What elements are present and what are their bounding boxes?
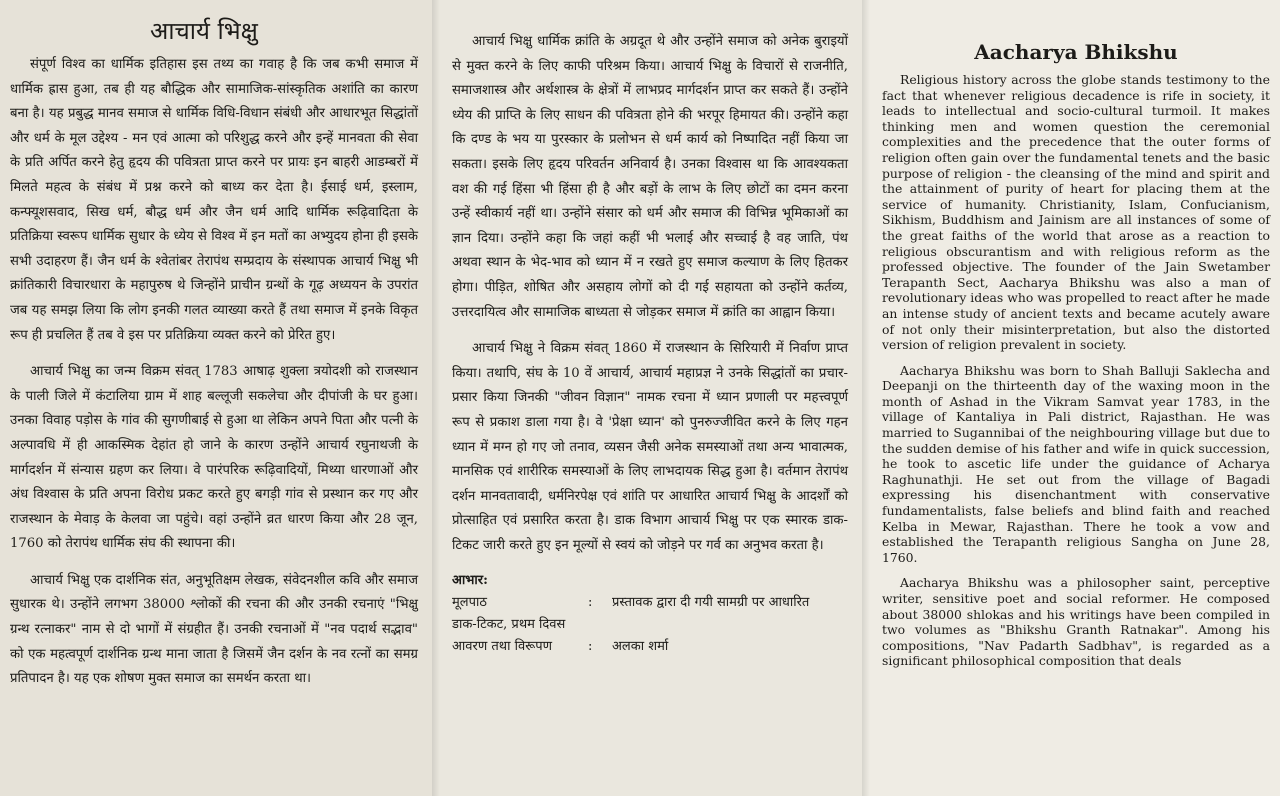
hindi-paragraph-4: आचार्य भिक्षु धार्मिक क्रांति के अग्रदूत थे और उन्होंने समाज को अनेक बुराइयों से मुक्त करने के लिए काफी परिश्रम किया। आचार्य भिक्षु के विचारों से राजनीति, समाजशास्त्र और अर्थशास्त्र के क्षेत्रों में लाभप्रद मार्गदर्शन प्राप्त कर सकते हैं। उन्होंने ध्येय की प्राप्ति के लिए साधन की पवित्रता होने की भरपूर हिमायत की। उन्होंने कहा कि दण्ड के भय या पुरस्कार के प्रलोभन से धर्म कार्य को निष्पादित नहीं किया जा सकता। इसके लिए हृदय परिवर्तन अनिवार्य है। उनका विश्वास था कि आवश्यकता वश की गई हिंसा भी हिंसा ही है और बड़ों के लाभ के लिए छोटों का दमन करना उन्हें स्वीकार्य नहीं था। उन्होंने संसार को धर्म और समाज की विभिन्न भूमिकाओं का ज्ञान दिया। उन्होंने कहा कि जहां कहीं भी भलाई और सच्चाई है वह जाति, पंथ अथवा स्थान के भेद-भाव को ध्यान में न रखते हुए समाज कल्याण के लिए हितकर होगा। पीड़ित, शोषित और असहाय लोगों को दी गई सहायता को उन्होंने कर्तव्य, उत्तरदायित्व और सामाजिक बाध्यता से जोड़कर समाज में क्रांति का आह्वान किया। [452,34,848,320]
hindi-panel-left [0,0,432,796]
credit-separator [588,614,612,636]
credit-label: आवरण तथा विरूपण [452,639,553,655]
credit-separator: : [588,595,593,611]
english-paragraph-2: Aacharya Bhikshu was born to Shah Balluji Saklecha and Deepanji on the thirteenth day of the waxing moon in the month of Ashad in the Vikram Samvat year 1783, in the village of Kantaliya in Pali district, Rajasthan. He was married to Sugannibai of the neighbouring village but due to the sudden demise of his father and wife in quick succession, he took to ascetic life under the guidance of Acharya Raghunathji. He set out from the village of Bagadi expressing his disenchantment with conservative fundamentalists, false beliefs and blind faith and reached Kelba in Mewar, Rajasthan. There he took a vow and established the Terapanth religious Sangha on June 28, 1760. [882,362,1270,565]
credit-label: मूलपाठ [452,595,487,611]
credit-value: प्रस्तावक द्वारा दी गयी सामग्री पर आधारित [612,595,810,611]
credits-heading: आभार: [452,573,488,589]
english-title: Aacharya Bhikshu [974,40,1178,64]
fold-shadow [432,0,440,796]
fold-shadow [862,0,870,796]
hindi-paragraph-5: आचार्य भिक्षु ने विक्रम संवत् 1860 में राजस्थान के सिरियारी में निर्वाण प्राप्त किया। तथापि, संघ के 10 वें आचार्य, आचार्य महाप्रज्ञ ने उनके सिद्धांतों का प्रचार-प्रसार किया जिनकी "जीवन विज्ञान" नामक रचना में ध्यान प्रणाली पर महत्त्वपूर्ण रूप से प्रकाश डाला गया है। वे 'प्रेक्षा ध्यान' को पुनरुज्जीवित करने के लिए गहन ध्यान में मग्न हो गए जो तनाव, व्यसन जैसी अनेक समस्याओं तथा अन्य भावात्मक, मानसिक एवं शारीरिक समस्याओं के लिए लाभदायक सिद्ध हुआ है। वर्तमान तेरापंथ दर्शन मानवतावादी, धर्मनिरपेक्ष एवं शांति पर आधारित आचार्य भिक्षु के आदर्शों को प्रोत्साहित एवं प्रसारित करता है। डाक विभाग आचार्य भिक्षु पर एक स्मारक डाक-टिकट जारी करते हुए इन मूल्यों से स्वयं को जोड़ने पर गर्व का अनुभव करता है। [452,341,848,553]
hindi-paragraph-3: आचार्य भिक्षु एक दार्शनिक संत, अनुभूतिक्षम लेखक, संवेदनशील कवि और समाज सुधारक थे। उन्होंने लगभग 38000 श्लोकों की रचना की और उनकी रचनाएं "भिक्षु ग्रन्थ रत्नाकर" नाम से दो भागों में संग्रहीत हैं। उनकी रचनाओं में "नव पदार्थ सद्भाव" को एक महत्वपूर्ण दार्शनिक ग्रन्थ माना जाता है जिसमें जैन दर्शन के नव रत्नों का समग्र प्रतिपादन है। यह एक शोषण मुक्त समाज का समर्थन करता था। [10,572,418,687]
credits-section [452,570,848,658]
credit-row [452,636,848,658]
hindi-paragraph-1: संपूर्ण विश्व का धार्मिक इतिहास इस तथ्य का गवाह है कि जब कभी समाज में धार्मिक ह्रास हुआ, तब ही यह बौद्धिक और सामाजिक-सांस्कृतिक अशांति का कारण बना है। यह प्रबुद्ध मानव समाज से धार्मिक विधि-विधान संबंधी और आधारभूत सिद्धांतों और धर्म के मूल उद्देश्य - मन एवं आत्मा को परिशुद्ध करने और इन्हें मानवता की सेवा के प्रति अर्पित करने हेतु हृदय की पवित्रता प्राप्त करने पर प्रायः इन बाहरी आडम्बरों में मिलते महत्व के संबंध में प्रश्न करने को बाध्य कर देता है। ईसाई धर्म, इस्लाम, कन्फ्यूशसवाद, सिख धर्म, बौद्ध धर्म और जैन धर्म आदि धार्मिक रूढ़िवादिता के प्रतिक्रिया स्वरूप धार्मिक सुधार के ध्येय से विश्व में इन मतों का अभ्युदय होना ही इसके सभी उदाहरण हैं। जैन धर्म के श्वेतांबर तेरापंथ सम्प्रदाय के संस्थापक आचार्य भिक्षु भी क्रांतिकारी विचारधारा के महापुरुष थे जिन्होंने प्राचीन ग्रन्थों के गूढ़ अध्ययन के उपरांत जब यह समझ लिया कि लोग इनकी गलत व्याख्या करते हैं तथा समाज में इनके विकृत रूप ही प्रचलित हैं तब वे इस पर प्रतिक्रिया व्यक्त करने को प्रेरित हुए। [10,57,418,343]
hindi-panel-middle [432,0,862,796]
english-paragraph-3: Aacharya Bhikshu was a philosopher saint, perceptive writer, sensitive poet and social reformer. He composed about 38000 shlokas and his writings have been compiled in two volumes as "Bhikshu Granth Ratnakar". Among his compositions, "Nav Padarth Sadbhav", is regarded as a significant philosophical composition that deals [882,575,1270,669]
credit-value: अलका शर्मा [612,639,669,655]
hindi-title: आचार्य भिक्षु [150,17,258,45]
credit-row [452,592,848,614]
english-panel [862,0,1280,796]
english-paragraph-1: Religious history across the globe stands testimony to the fact that whenever religious decadence is rife in society, it leads to intellectual and socio-cultural turmoil. It makes thinking men and women question the ceremonial complexities and the precedence that the outer forms of religion often gain over the fundamental tenets and the basic purpose of religion - the cleansing of the mind and spirit and the attainment of purity of heart for placing them at the service of humanity. Christianity, Islam, Confucianism, Sikhism, Buddhism and Jainism are all instances of some of the great faiths of the world that arose as a reaction to religious obscurantism and with religious reform as the professed objective. The founder of the Jain Swetamber Terapanth Sect, Aacharya Bhikshu was also a man of revolutionary ideas who was propelled to react after he made an intense study of ancient texts and became acutely aware of not only their misinterpretation, but also the distorted version of religion prevalent in society. [882,72,1270,353]
credit-row [452,614,848,636]
credit-label: डाक-टिकट, प्रथम दिवस [452,617,566,633]
hindi-paragraph-2: आचार्य भिक्षु का जन्म विक्रम संवत् 1783 आषाढ़ शुक्ला त्रयोदशी को राजस्थान के पाली जिले में कंटालिया ग्राम में शाह बल्लूजी सकलेचा और दीपांजी के घर हुआ। उनका विवाह पड़ोस के गांव की सुगणीबाई से हुआ था लेकिन अपने पिता और पत्नी के अल्पावधि में ही आकस्मिक देहांत हो जाने के कारण उन्होंने आचार्य रघुनाथजी के मार्गदर्शन में संन्यास ग्रहण कर लिया। वे पारंपरिक रूढ़िवादियों, मिथ्या धारणाओं और अंध विश्वास के प्रति अपना विरोध प्रकट करते हुए बगड़ी गांव से प्रस्थान कर गए और राजस्थान के मेवाड़ के केलवा जा पहुंचे। वहां उन्होंने व्रत धारण किया और 28 जून, 1760 को तेरापंथ धार्मिक संघ की स्थापना की। [10,364,418,552]
credit-separator: : [588,639,593,655]
